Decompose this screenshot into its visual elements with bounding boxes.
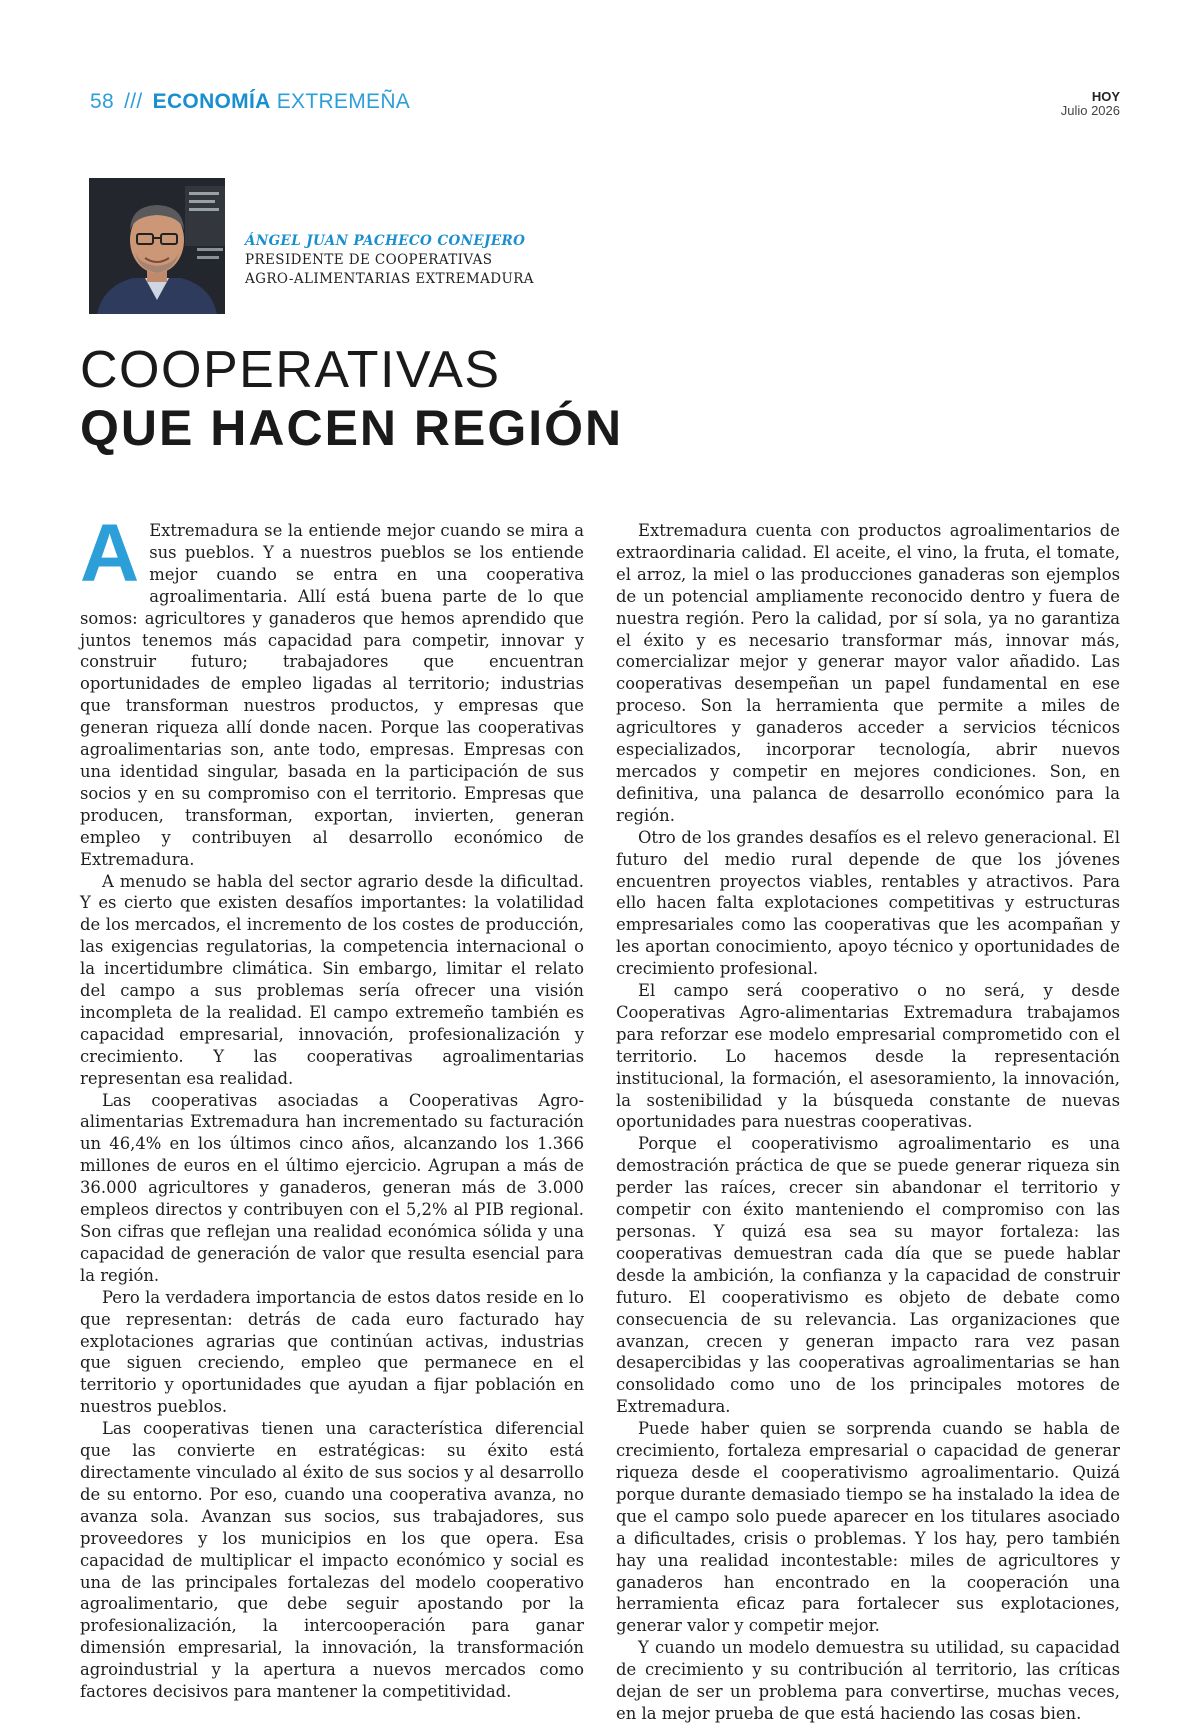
- author-portrait-illustration: [89, 178, 225, 314]
- paragraph: Porque el cooperativismo agroalimentario es una demostración práctica de que se puede generar riqueza sin perder las raíces, crecer sin abandonar el territorio y competir con éxito manteniendo el compromiso con las personas. Y quizá esa sea su mayor fortaleza: las cooperativas demuestran cada día que se puede hablar desde la ambición, la confianza y la capacidad de construir futuro. El cooperativismo es objeto de debate como consecuencia de su relevancia. Las organizaciones que avanzan, crecen y generan impacto rara vez pasan desapercibidas y las cooperativas agroalimentarias se han consolidado como uno de los principales motores de Extremadura.: [616, 1134, 1120, 1417]
- paragraph-text: Extremadura se la entiende mejor cuando se mira a sus pueblos. Y a nuestros pueblos se los entiende mejor cuando se entra en una cooperativa agroalimentaria. Allí está buena parte de lo que somos: agricultores y ganaderos que hemos aprendido que juntos tenemos más capacidad para competir, innovar y construir futuro; trabajadores que encuentran oportunidades de empleo ligadas al territorio; industrias que transforman nuestros productos, y empresas que generan riqueza allí donde nacen. Porque las cooperativas agroalimentarias son, ante todo, empresas. Empresas con una identidad singular, basada en la participación de sus socios y en su compromiso con el territorio. Empresas que producen, transforman, exportan, invierten, generan empleo y contribuyen al desarrollo económico de Extremadura.: [80, 521, 584, 869]
- paragraph: El campo será cooperativo o no será, y desde Cooperativas Agro-alimentarias Extremadura trabajamos para reforzar ese modelo empresarial comprometido con el territorio. Lo hacemos desde la representación institucional, la formación, el asesoramiento, la innovación, la sostenibilidad y la búsqueda constante de nuevas oportunidades para nuestras cooperativas.: [616, 981, 1120, 1132]
- section-header: [90, 90, 410, 114]
- page-header: [80, 90, 1120, 130]
- article-title: [80, 342, 623, 456]
- paragraph: A menudo se habla del sector agrario desde la dificultad. Y es cierto que existen desafíos importantes: la volatilidad de los mercados, el incremento de los costes de producción, las exigencias regulatorias, la competencia internacional o la incertidumbre climática. Sin embargo, limitar el relato del campo a sus problemas sería ofrecer una visión incompleta de la realidad. El campo extremeño también es capacidad empresarial, innovación, profesionalización y crecimiento. Y las cooperativas agroalimentarias representan esa realidad.: [80, 871, 584, 1088]
- paragraph: [80, 508, 584, 871]
- article-body: [80, 508, 1120, 1725]
- newspaper-name: HOY: [1091, 89, 1120, 104]
- paragraph: Las cooperativas tienen una característica diferencial que las convierte en estratégicas: su éxito está directamente vinculado al éxito de sus socios y al desarrollo de su entorno. Por eso, cuando una cooperativa avanza, no avanza sola. Avanzan sus socios, sus trabajadores, sus proveedores y los municipios en los que opera. Esa capacidad de multiplicar el impacto económico y social es una de las principales fortalezas del modelo cooperativo agroalimentario, que debe seguir apostando por la profesionalización, la intercooperación para ganar dimensión empresarial, la innovación, la transformación agroindustrial y la apertura a nuevos mercados como factores decisivos para mantener la competitividad.: [80, 1419, 584, 1702]
- drop-cap: A: [80, 508, 140, 599]
- header-separator: ///: [124, 90, 143, 113]
- section-name-light: EXTREMEÑA: [276, 90, 411, 113]
- section-name-bold: ECONOMÍA: [152, 90, 271, 113]
- author-role-line1: PRESIDENTE DE COOPERATIVAS: [245, 252, 493, 268]
- article-column-left: [80, 508, 584, 1725]
- author-role-line2: AGRO-ALIMENTARIAS EXTREMADURA: [245, 271, 534, 287]
- author-photo: [89, 178, 225, 314]
- page-number: 58: [90, 90, 114, 113]
- title-line2: QUE HACEN REGIÓN: [80, 400, 624, 456]
- paragraph: Y cuando un modelo demuestra su utilidad, su capacidad de crecimiento y su contribución al territorio, las críticas dejan de ser un problema para convertirse, muchas veces, en la mejor prueba de que está haciendo las cosas bien.: [616, 1638, 1120, 1723]
- issue-date: Julio 2026: [1060, 103, 1120, 118]
- title-line1: COOPERATIVAS: [80, 341, 501, 399]
- paragraph: Puede haber quien se sorprenda cuando se habla de crecimiento, fortaleza empresarial o capacidad de generar riqueza desde el cooperativismo agroalimentario. Quizá porque durante demasiado tiempo se ha instalado la idea de que el campo solo puede aparecer en los titulares asociado a dificultades, crisis o problemas. Y los hay, pero también hay una realidad incontestable: miles de agricultores y ganaderos han encontrado en la cooperación una herramienta eficaz para fortalecer sus explotaciones, generar valor y competir mejor.: [616, 1419, 1120, 1636]
- author-name: ÁNGEL JUAN PACHECO CONEJERO: [245, 233, 526, 249]
- author-byline: [245, 232, 534, 289]
- paragraph: Otro de los grandes desafíos es el relevo generacional. El futuro del medio rural depende de que los jóvenes encuentren proyectos viables, rentables y atractivos. Para ello hacen falta explotaciones competitivas y estructuras empresariales como las cooperativas que les acompañan y les aportan conocimiento, apoyo técnico y oportunidades de crecimiento profesional.: [616, 827, 1120, 979]
- paragraph: Las cooperativas asociadas a Cooperativas Agro-alimentarias Extremadura han incrementado su facturación un 46,4% en los últimos cinco años, alcanzando los 1.366 millones de euros en el último ejercicio. Agrupan a más de 36.000 agricultores y ganaderos, generan más de 3.000 empleos directos y contribuyen con el 5,2% al PIB regional. Son cifras que reflejan una realidad económica sólida y una capacidad de generación de valor que resulta esencial para la región.: [80, 1090, 584, 1285]
- publication-info: [1061, 90, 1120, 118]
- paragraph: Extremadura cuenta con productos agroalimentarios de extraordinaria calidad. El aceite, el vino, la fruta, el tomate, el arroz, la miel o las producciones ganaderas son ejemplos de un potencial ampliamente reconocido dentro y fuera de nuestra región. Pero la calidad, por sí sola, ya no garantiza el éxito y es necesario transformar más, innovar más, comercializar mejor y generar mayor valor añadido. Las cooperativas desempeñan un papel fundamental en ese proceso. Son la herramienta que permite a miles de agricultores y ganaderos acceder a servicios técnicos especializados, incorporar tecnología, abrir nuevos mercados y competir en mejores condiciones. Son, en definitiva, una palanca de desarrollo económico para la región.: [616, 521, 1120, 825]
- article-column-right: [616, 520, 1120, 1725]
- paragraph: Pero la verdadera importancia de estos datos reside en lo que representan: detrás de cada euro facturado hay explotaciones agrarias que continúan activas, industrias que siguen creciendo, empleo que permanece en el territorio y oportunidades que ayudan a fijar población en nuestros pueblos.: [80, 1287, 584, 1417]
